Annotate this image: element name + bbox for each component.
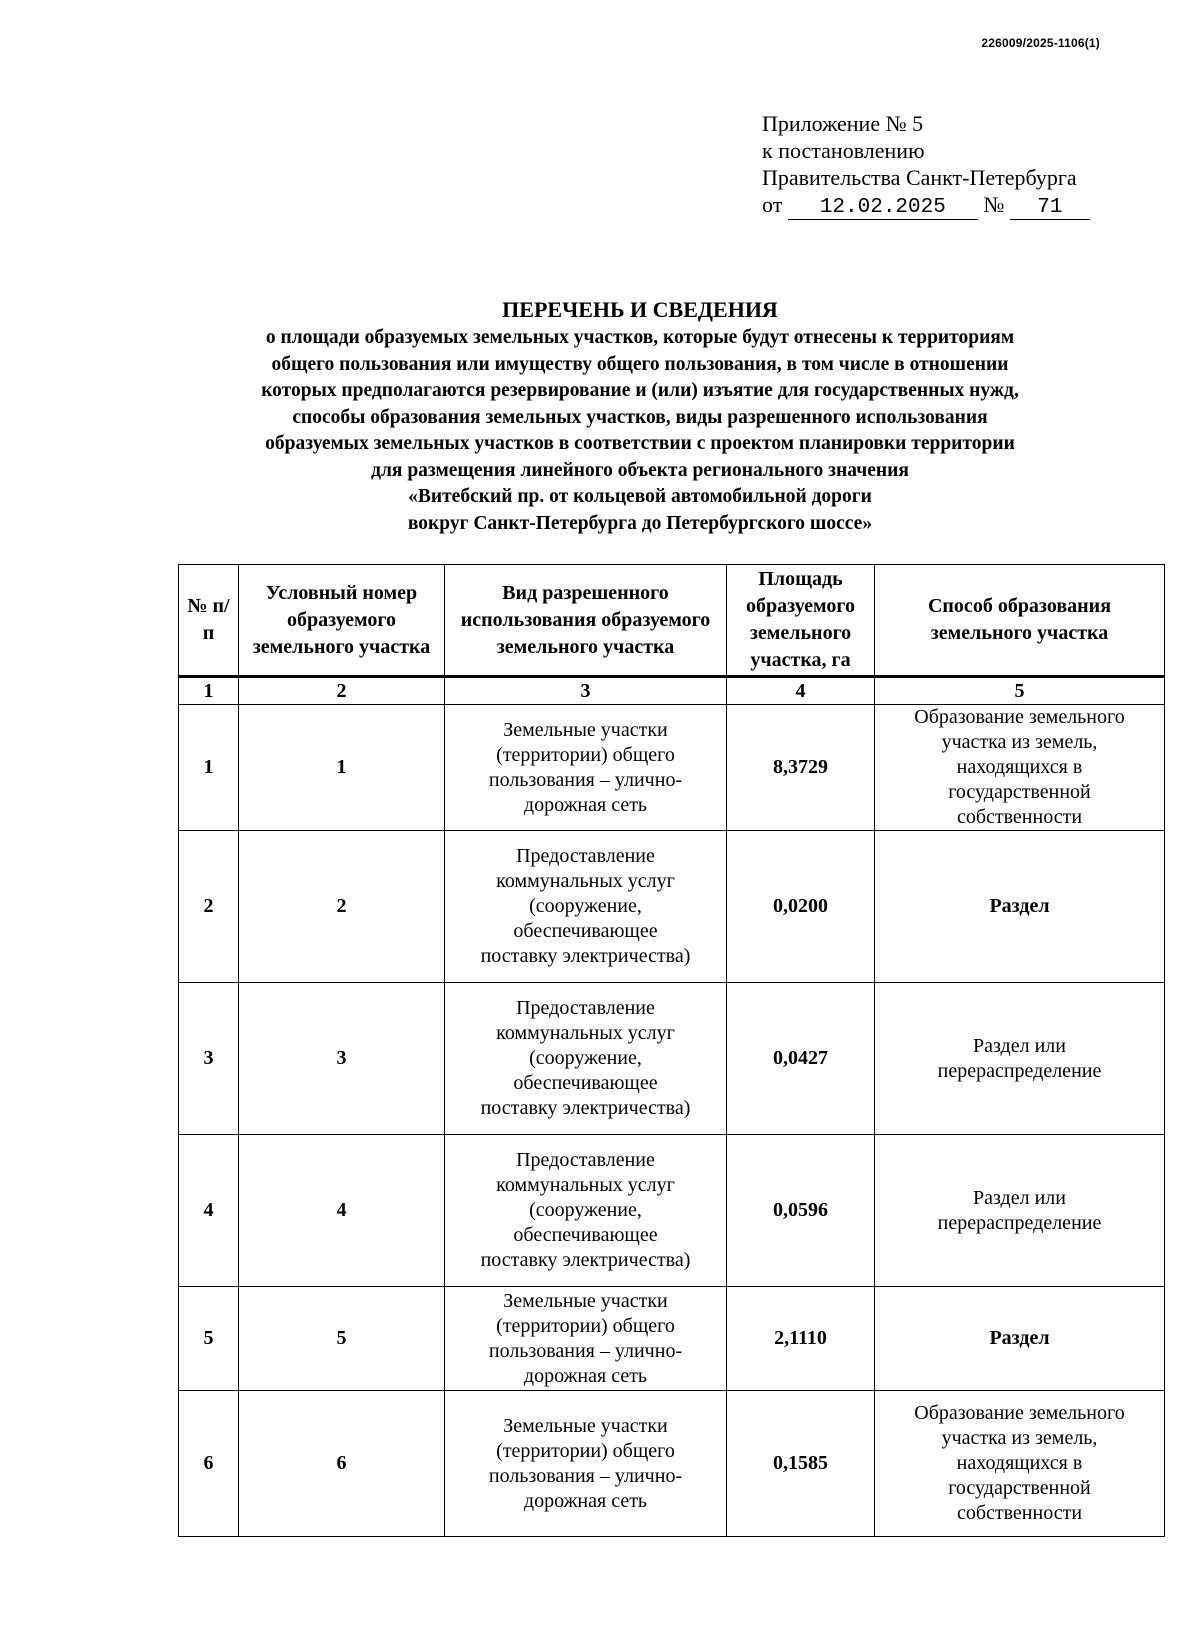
appendix-block xyxy=(762,110,1090,220)
header-plot-code: Условный номер образуемого земельного участка xyxy=(239,565,445,677)
plot-code: 1 xyxy=(239,705,445,831)
table-row xyxy=(179,705,1165,831)
table-row xyxy=(179,831,1165,983)
column-number: 4 xyxy=(727,677,875,705)
title-line: образуемых земельных участков в соответствии с проектом планировки территории xyxy=(265,433,1015,454)
formation-method: Раздел xyxy=(875,831,1165,983)
appendix-reference: к постановлению xyxy=(762,138,925,163)
title-line: общего пользования или имуществу общего пользования, в том числе в отношении xyxy=(271,353,1009,375)
document-title xyxy=(120,296,1160,537)
permitted-use: Земельные участки (территории) общего пользования – улично-дорожная сеть xyxy=(445,1287,727,1391)
column-number: 2 xyxy=(239,677,445,705)
header-number: № п/п xyxy=(179,565,239,677)
plot-code: 5 xyxy=(239,1287,445,1391)
table-row xyxy=(179,1135,1165,1287)
plot-code: 2 xyxy=(239,831,445,983)
document-id: 226009/2025-1106(1) xyxy=(981,36,1100,50)
appendix-date-line xyxy=(762,191,1090,220)
row-number: 5 xyxy=(179,1287,239,1391)
date-prefix: от xyxy=(762,192,783,217)
permitted-use: Предоставление коммунальных услуг (сооружение, обеспечивающее поставку электричества) xyxy=(445,983,727,1135)
decree-date: 12.02.2025 xyxy=(788,197,978,220)
formation-method: Образование земельного участка из земель, находящихся в государственной собственности xyxy=(875,705,1165,831)
formation-method: Раздел или перераспределение xyxy=(875,1135,1165,1287)
column-number-row xyxy=(179,677,1165,705)
title-line: вокруг Санкт-Петербурга до Петербургского шоссе» xyxy=(407,512,873,534)
title-main: ПЕРЕЧЕНЬ И СВЕДЕНИЯ xyxy=(502,297,778,322)
table-row xyxy=(179,1391,1165,1537)
permitted-use: Предоставление коммунальных услуг (сооружение, обеспечивающее поставку электричества) xyxy=(445,831,727,983)
title-line: которых предполагаются резервирование и (или) изъятие для государственных нужд, xyxy=(261,380,1019,401)
plot-area: 0,0200 xyxy=(727,831,875,983)
row-number: 4 xyxy=(179,1135,239,1287)
row-number: 6 xyxy=(179,1391,239,1537)
formation-method: Образование земельного участка из земель, находящихся в государственной собственности xyxy=(875,1391,1165,1537)
decree-number: 71 xyxy=(1010,197,1090,220)
plot-area: 0,0596 xyxy=(727,1135,875,1287)
plot-area: 0,0427 xyxy=(727,983,875,1135)
title-line: для размещения линейного объекта регионального значения xyxy=(371,459,909,481)
title-line: о площади образуемых земельных участков, которые будут отнесены к территориям xyxy=(265,327,1015,348)
formation-method: Раздел или перераспределение xyxy=(875,983,1165,1135)
permitted-use: Земельные участки (территории) общего пользования – улично-дорожная сеть xyxy=(445,705,727,831)
table-row xyxy=(179,1287,1165,1391)
plot-area: 2,1110 xyxy=(727,1287,875,1391)
plot-code: 3 xyxy=(239,983,445,1135)
plot-area: 8,3729 xyxy=(727,705,875,831)
appendix-authority: Правительства Санкт-Петербурга xyxy=(762,165,1077,190)
title-line: «Витебский пр. от кольцевой автомобильной дороги xyxy=(408,486,872,507)
title-line: способы образования земельных участков, виды разрешенного использования xyxy=(292,406,988,428)
table-row xyxy=(179,983,1165,1135)
row-number: 2 xyxy=(179,831,239,983)
appendix-title: Приложение № 5 xyxy=(762,111,924,136)
plot-code: 6 xyxy=(239,1391,445,1537)
column-number: 3 xyxy=(445,677,727,705)
header-permitted-use: Вид разрешенного использования образуемого земельного участка xyxy=(445,565,727,677)
number-prefix: № xyxy=(983,192,1005,217)
title-description xyxy=(120,325,1160,537)
table-header-row xyxy=(179,565,1165,677)
plot-area: 0,1585 xyxy=(727,1391,875,1537)
header-area: Площадь образуемого земельного участка, га xyxy=(727,565,875,677)
plot-code: 4 xyxy=(239,1135,445,1287)
column-number: 5 xyxy=(875,677,1165,705)
land-plots-table xyxy=(178,564,1165,1537)
column-number: 1 xyxy=(179,677,239,705)
formation-method: Раздел xyxy=(875,1287,1165,1391)
permitted-use: Земельные участки (территории) общего пользования – улично-дорожная сеть xyxy=(445,1391,727,1537)
header-formation-method: Способ образования земельного участка xyxy=(875,565,1165,677)
row-number: 3 xyxy=(179,983,239,1135)
permitted-use: Предоставление коммунальных услуг (сооружение, обеспечивающее поставку электричества) xyxy=(445,1135,727,1287)
row-number: 1 xyxy=(179,705,239,831)
